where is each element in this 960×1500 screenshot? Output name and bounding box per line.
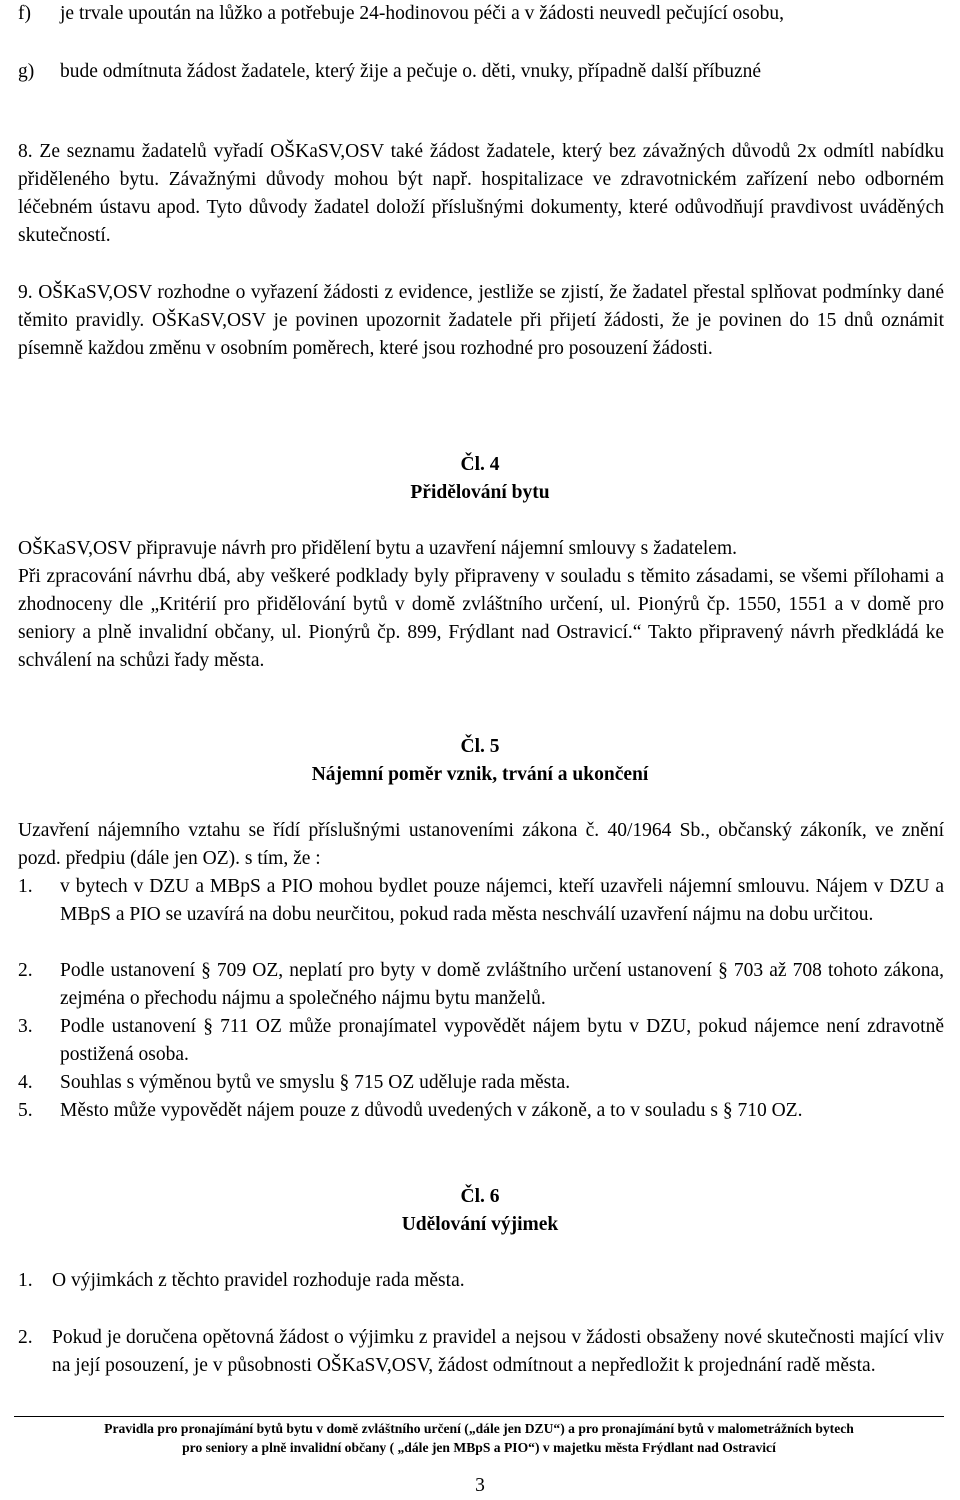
list-label: 1.: [18, 876, 33, 897]
article-4-paragraph-1: OŠKaSV,OSV připravuje návrh pro přidělení bytu a uzavření nájemní smlouvy s žadatelem.: [18, 538, 737, 559]
article-5-item-2: [18, 957, 944, 1013]
article-6-title: Udělování výjimek: [401, 1214, 559, 1235]
article-5-title: Nájemní poměr vznik, trvání a ukončení: [311, 764, 649, 785]
list-item-f: [18, 0, 944, 28]
article-5-item-5: [18, 1097, 944, 1125]
article-5-item-4: [18, 1069, 944, 1097]
list-text: O výjimkách z těchto pravidel rozhoduje rada města.: [52, 1270, 465, 1291]
list-text: je trvale upoután na lůžko a potřebuje 24-hodinovou péči a v žádosti neuvedl pečující osobu,: [60, 3, 784, 24]
page-number: 3: [475, 1475, 485, 1496]
list-label: 2.: [18, 960, 33, 981]
list-text: Podle ustanovení § 711 OZ může pronajímatel vypovědět nájem bytu v DZU, pokud nájemce není zdravotně postižená osoba.: [60, 1016, 944, 1065]
article-4-paragraph-2: Při zpracování návrhu dbá, aby veškeré podklady byly připraveny v souladu s těmito zásadami, se všemi přílohami a zhodnoceny dle „Kritérií pro přidělování bytů v domě zvláštního určení, ul. Pionýrů čp. 1550, 1551 a v domě pro seniory a plně invalidní občany, ul. Pionýrů čp. 899, Frýdlant nad Ostravicí.“ Takto připravený návrh předkládá ke schválení na schůzi řady města.: [18, 566, 944, 671]
article-5-item-1: [18, 873, 944, 929]
list-text: Podle ustanovení § 709 OZ, neplatí pro byty v domě zvláštního určení ustanovení § 703 až 708 tohoto zákona, zejména o přechodu nájmu a společného nájmu bytu manželů.: [60, 960, 944, 1009]
article-5-item-3: [18, 1013, 944, 1069]
list-label: 2.: [18, 1327, 33, 1348]
article-5-number: Čl. 5: [460, 736, 500, 757]
article-4-title: Přidělování bytu: [410, 482, 550, 503]
footer-line-1: Pravidla pro pronajímání bytů bytu v domě zvláštního určení („dále jen DZU“) a pro pronajímání bytů v malometrážních bytech: [104, 1421, 854, 1436]
list-text: bude odmítnuta žádost žadatele, který žije a pečuje o. děti, vnuky, případně další příbuzné: [60, 61, 762, 82]
list-text: Souhlas s výměnou bytů ve smyslu § 715 OZ uděluje rada města.: [60, 1072, 571, 1093]
list-label: 1.: [18, 1270, 33, 1291]
list-text: v bytech v DZU a MBpS a PIO mohou bydlet pouze nájemci, kteří uzavřeli nájemní smlouvu. Nájem v DZU a MBpS a PIO se uzavírá na dobu neurčitou, pokud rada města neschválí uzavření nájmu na dobu určitou.: [60, 876, 944, 925]
article-6-number: Čl. 6: [460, 1186, 500, 1207]
article-5-intro: Uzavření nájemního vztahu se řídí příslušnými ustanoveními zákona č. 40/1964 Sb., občanský zákoník, ve znění pozd. předpiu (dále jen OZ). s tím, že :: [18, 820, 944, 869]
article-4-number: Čl. 4: [460, 454, 500, 475]
article-6-item-2: [18, 1324, 944, 1380]
list-label: g): [18, 61, 35, 82]
list-text: Město může vypovědět nájem pouze z důvodů uvedených v zákoně, a to v souladu s § 710 OZ.: [60, 1100, 803, 1121]
footer-line-2: pro seniory a plně invalidní občany ( „dále jen MBpS a PIO“) v majetku města Frýdlant nad Ostravicí: [182, 1440, 776, 1455]
page-footer: [14, 1416, 944, 1457]
list-label: 5.: [18, 1100, 33, 1121]
list-label: f): [18, 3, 31, 24]
list-label: 3.: [18, 1016, 33, 1037]
list-item-g: [18, 58, 944, 86]
list-label: 4.: [18, 1072, 33, 1093]
article-6-item-1: [18, 1267, 944, 1295]
paragraph-point-9: 9. OŠKaSV,OSV rozhodne o vyřazení žádosti z evidence, jestliže se zjistí, že žadatel přestal splňovat podmínky dané těmito pravidly. OŠKaSV,OSV je povinen upozornit žadatele při přijetí žádosti, že je povinen do 15 dnů oznámit písemně každou změnu v osobním poměrech, které jsou rozhodné pro posouzení žádosti.: [18, 282, 944, 359]
list-text: Pokud je doručena opětovná žádost o výjimku z pravidel a nejsou v žádosti obsaženy nové skutečnosti mající vliv na její posouzení, je v působnosti OŠKaSV,OSV, žádost odmítnout a nepředložit k projednání radě města.: [52, 1327, 944, 1376]
paragraph-point-8: 8. Ze seznamu žadatelů vyřadí OŠKaSV,OSV také žádost žadatele, který bez závažných důvodů 2x odmítl nabídku přiděleného bytu. Závažnými důvody mohou být např. hospitalizace ve zdravotnickém zařízení nebo odborném léčebném ústavu apod. Tyto důvody žadatel doloží příslušnými dokumenty, které odůvodňují pravdivost uváděných skutečností.: [18, 141, 944, 246]
